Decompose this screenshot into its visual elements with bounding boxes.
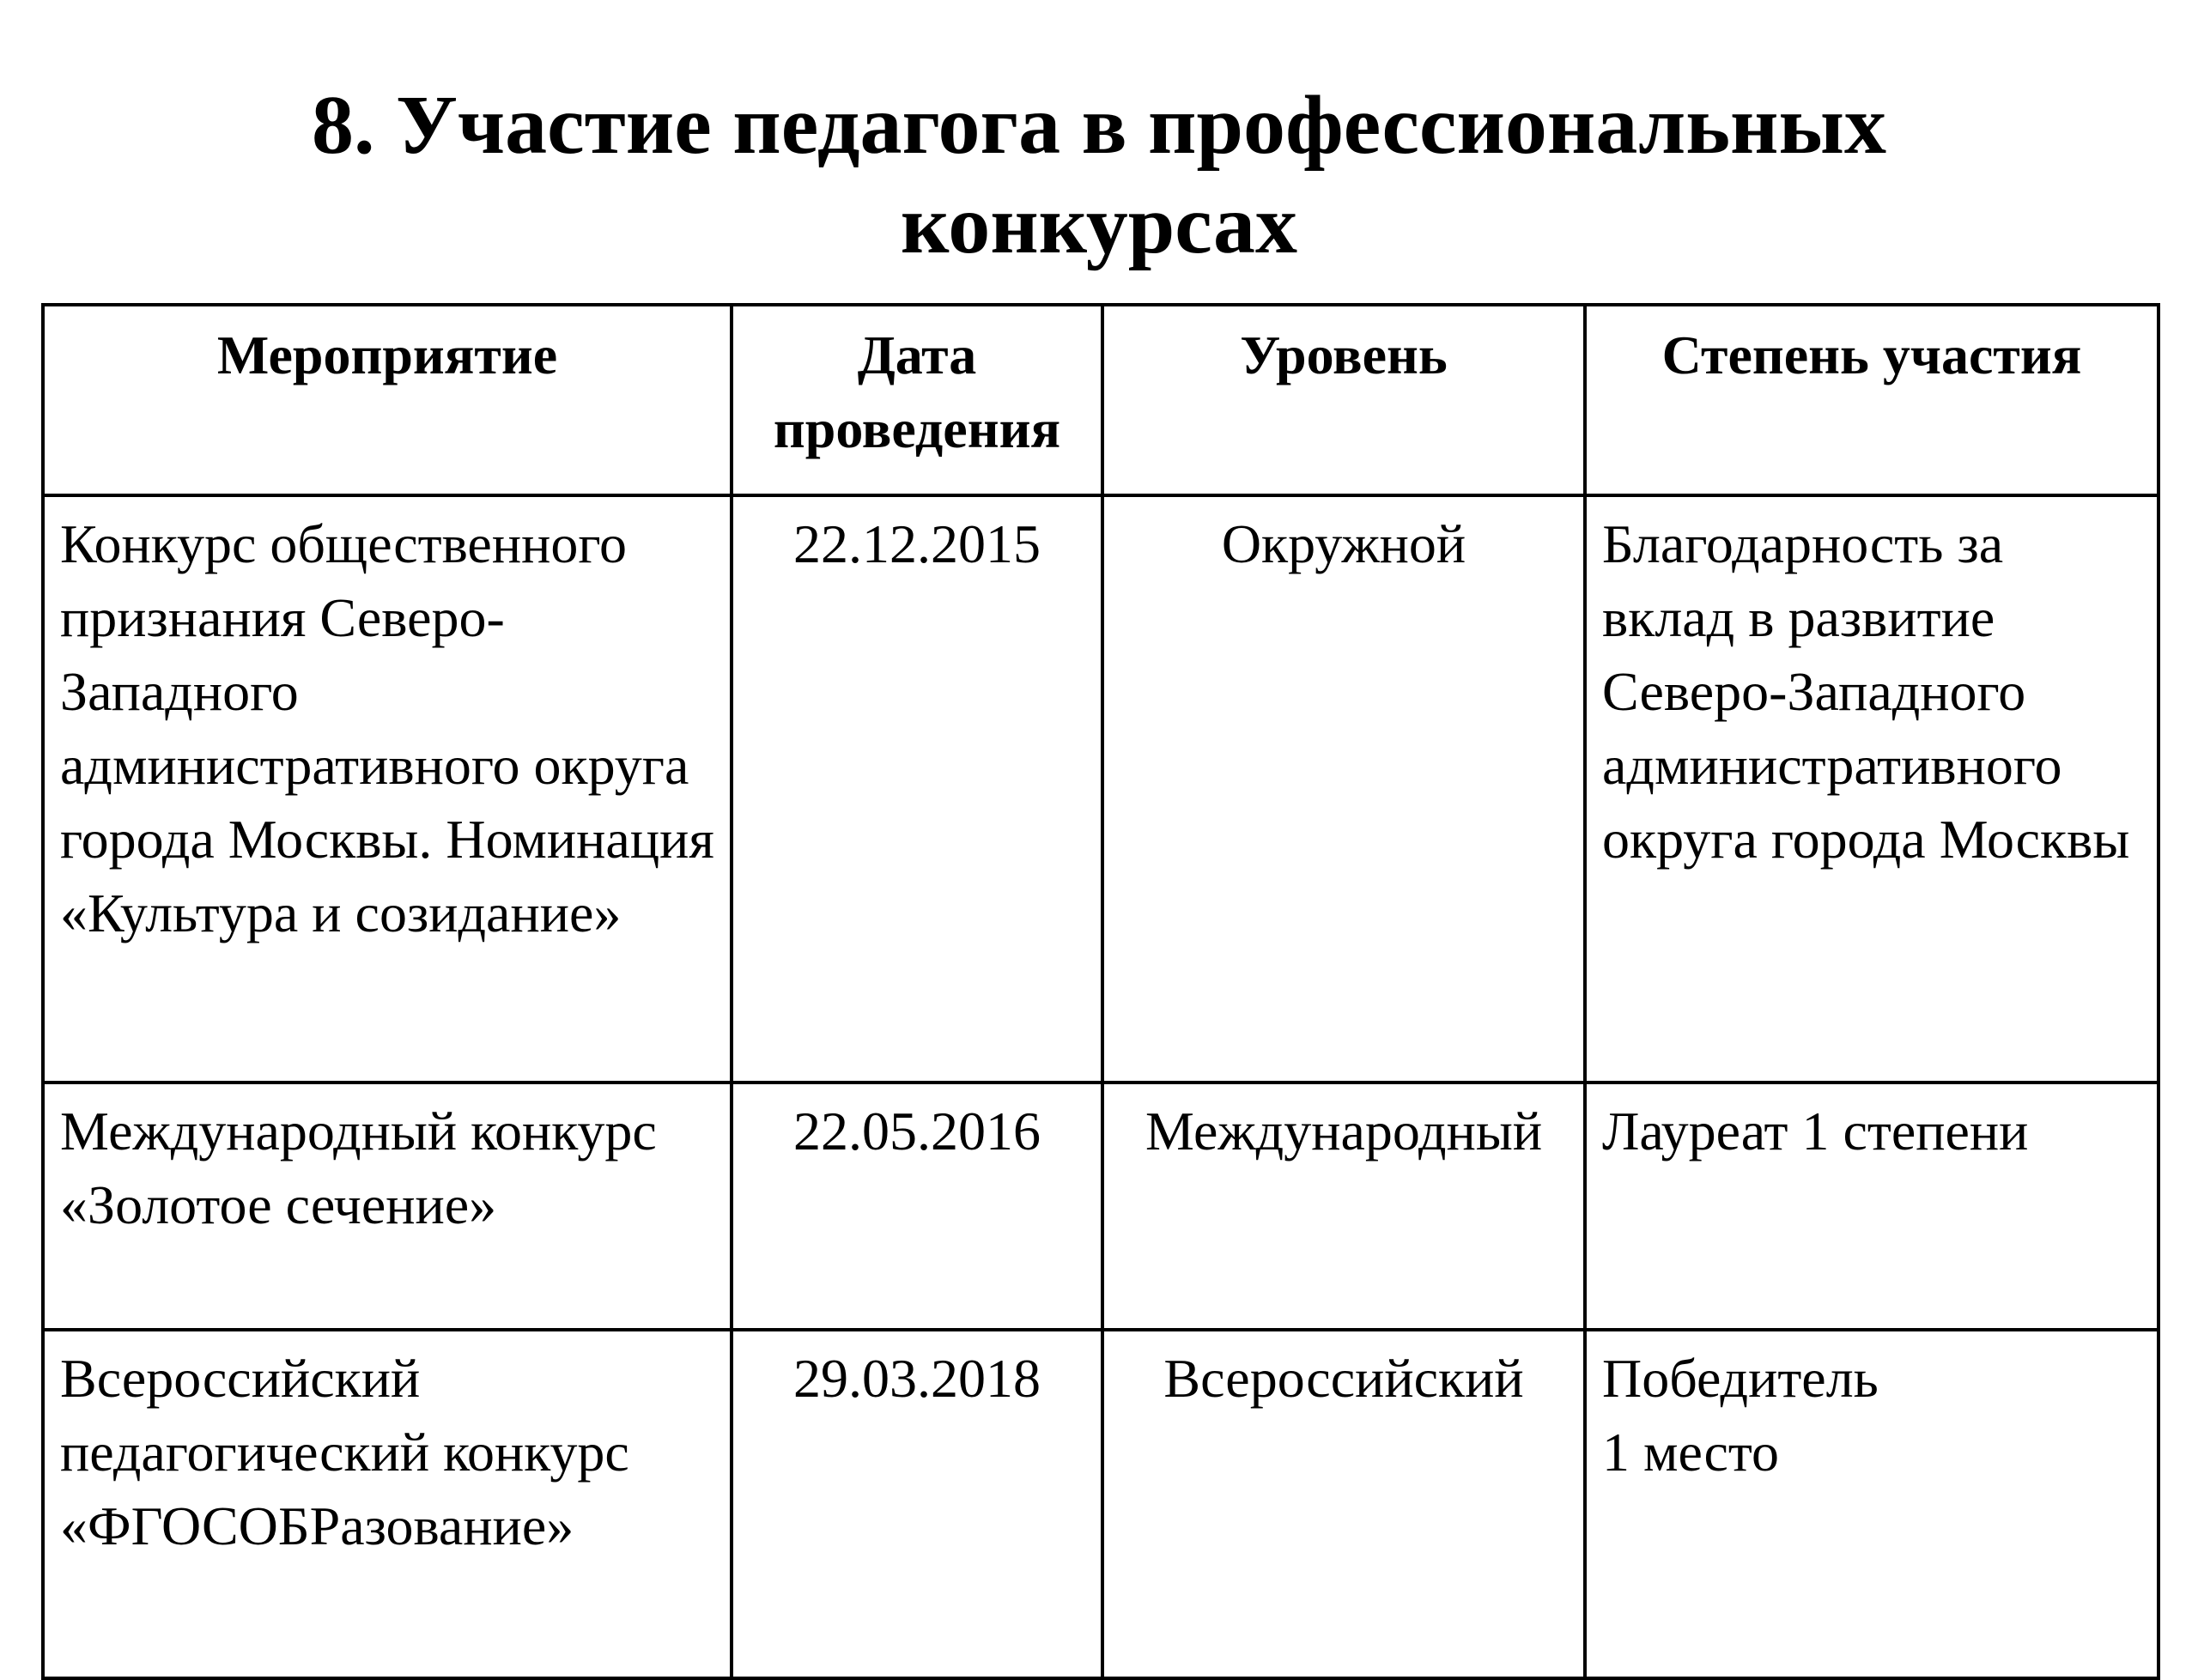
page-title-line-1: 8. Участие педагога в профессиональных: [311, 78, 1887, 172]
table-row: [43, 1330, 2159, 1678]
header-participation: Степень участия: [1585, 305, 2159, 495]
cell-event: Международный конкурс «Золотое сечение»: [43, 1083, 732, 1330]
page-title-line-2: конкурсах: [901, 178, 1297, 271]
header-event: Мероприятие: [43, 305, 732, 495]
contests-table: [41, 303, 2160, 1680]
page-title: [0, 76, 2198, 275]
cell-event: Всероссийский педагогический конкурс «ФГОСОБРазование»: [43, 1330, 732, 1678]
cell-participation: Благодарность за вклад в развитие Северо-Западного административного округа города Москвы: [1585, 495, 2159, 1083]
table-header-row: [43, 305, 2159, 495]
cell-date: 22.12.2015: [732, 495, 1102, 1083]
table-row: [43, 1083, 2159, 1330]
cell-level: Всероссийский: [1102, 1330, 1585, 1678]
cell-level: Окружной: [1102, 495, 1585, 1083]
cell-date: 29.03.2018: [732, 1330, 1102, 1678]
header-date: Дата проведения: [732, 305, 1102, 495]
header-level: Уровень: [1102, 305, 1585, 495]
cell-level: Международный: [1102, 1083, 1585, 1330]
cell-participation: Лауреат 1 степени: [1585, 1083, 2159, 1330]
table-row: [43, 495, 2159, 1083]
cell-participation: Победитель 1 место: [1585, 1330, 2159, 1678]
cell-event: Конкурс общественного признания Северо-Западного административного округа города Москвы. Номинация «Культура и созидание»: [43, 495, 732, 1083]
cell-date: 22.05.2016: [732, 1083, 1102, 1330]
